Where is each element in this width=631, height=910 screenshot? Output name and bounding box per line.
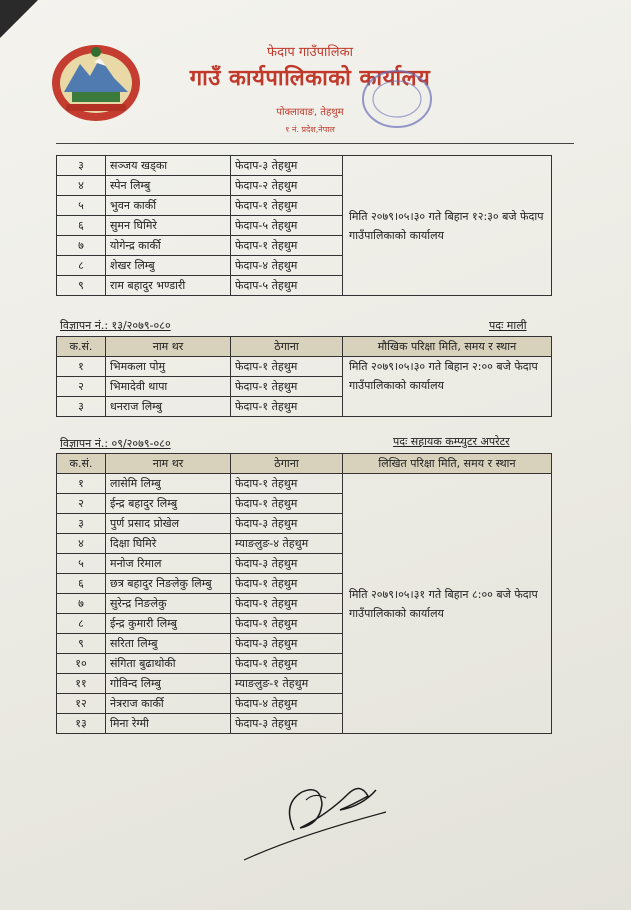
table-row: [57, 357, 552, 377]
column-header: ठेगाना: [231, 337, 343, 357]
candidate-address: फेदाप-१ तेहथुम: [231, 574, 343, 594]
candidate-name: भिमादेवी थापा: [106, 377, 231, 397]
table-header-row: [57, 337, 552, 357]
column-header: नाम थर: [106, 454, 231, 474]
column-header: क.सं.: [57, 337, 106, 357]
candidate-address: फेदाप-५ तेहथुम: [231, 216, 343, 236]
candidate-address: फेदाप-३ तेहथुम: [231, 156, 343, 176]
candidate-address: फेदाप-४ तेहथुम: [231, 256, 343, 276]
serial-number: १३: [57, 714, 106, 734]
serial-number: ४: [57, 176, 106, 196]
serial-number: ३: [57, 397, 106, 417]
candidate-name: सरिता लिम्बु: [106, 634, 231, 654]
candidate-address: फेदाप-४ तेहथुम: [231, 694, 343, 714]
candidate-table-continued: [56, 155, 552, 296]
computer-operator-candidate-table: [56, 453, 552, 734]
candidate-name: शेखर लिम्बु: [106, 256, 231, 276]
candidate-name: राम बहादुर भण्डारी: [106, 276, 231, 296]
table-row: [57, 474, 552, 494]
office-title: गाउँ कार्यपालिकाको कार्यालय: [189, 66, 431, 91]
candidate-name: नेत्रराज कार्की: [106, 694, 231, 714]
notice-number: विज्ञापन नं.: ०९/२०७९-०८०: [60, 437, 171, 450]
serial-number: १: [57, 357, 106, 377]
municipality-name: फेदाप गाउँपालिका: [267, 45, 353, 60]
table-row: [57, 156, 552, 176]
candidate-name: भिमकला पोमु: [106, 357, 231, 377]
nepal-emblem-logo: [50, 40, 142, 122]
candidate-address: फेदाप-१ तेहथुम: [231, 236, 343, 256]
notice-number: विज्ञापन नं.: १३/२०७९-०८०: [60, 319, 171, 332]
candidate-address: म्याङलुङ-१ तेहथुम: [231, 674, 343, 694]
office-address: पोक्लावाङ, तेहथुम: [276, 107, 344, 118]
candidate-address: फेदाप-१ तेहथुम: [231, 474, 343, 494]
column-header: लिखित परिक्षा मिति, समय र स्थान: [343, 454, 552, 474]
candidate-address: फेदाप-१ तेहथुम: [231, 196, 343, 216]
candidate-address: फेदाप-३ तेहथुम: [231, 714, 343, 734]
province-line: १ नं. प्रदेश,नेपाल: [285, 125, 335, 134]
candidate-name: ईन्द्र कुमारी लिम्बु: [106, 614, 231, 634]
candidate-address: फेदाप-१ तेहथुम: [231, 397, 343, 417]
serial-number: २: [57, 494, 106, 514]
post-title: पदः सहायक कम्प्युटर अपरेटर: [393, 435, 510, 448]
candidate-name: गोविन्द लिम्बु: [106, 674, 231, 694]
post-title: पदः माली: [489, 319, 527, 332]
candidate-address: फेदाप-१ तेहथुम: [231, 377, 343, 397]
candidate-name: सुरेन्द्र निङलेकु: [106, 594, 231, 614]
column-header: मौखिक परिक्षा मिति, समय र स्थान: [343, 337, 552, 357]
official-signature: [236, 770, 396, 870]
serial-number: १: [57, 474, 106, 494]
candidate-address: फेदाप-१ तेहथुम: [231, 594, 343, 614]
candidate-address: म्याङलुङ-४ तेहथुम: [231, 534, 343, 554]
candidate-address: फेदाप-१ तेहथुम: [231, 614, 343, 634]
candidate-address: फेदाप-२ तेहथुम: [231, 176, 343, 196]
serial-number: ८: [57, 614, 106, 634]
candidate-name: मिना रेग्मी: [106, 714, 231, 734]
exam-schedule: मिति २०७९।०५।३० गते बिहान १२:३० बजे फेदाप गाउँपालिकाको कार्यालय: [343, 156, 552, 296]
serial-number: ४: [57, 534, 106, 554]
serial-number: १०: [57, 654, 106, 674]
serial-number: ५: [57, 196, 106, 216]
candidate-address: फेदाप-५ तेहथुम: [231, 276, 343, 296]
office-stamp: [358, 66, 436, 132]
column-header: नाम थर: [106, 337, 231, 357]
gardener-candidate-table: [56, 336, 552, 417]
serial-number: १२: [57, 694, 106, 714]
candidate-name: सञ्जय खड्का: [106, 156, 231, 176]
serial-number: ९: [57, 634, 106, 654]
exam-schedule: मिति २०७९।०५।३० गते बिहान २:०० बजे फेदाप गाउँपालिकाको कार्यालय: [343, 357, 552, 417]
candidate-name: लासेमि लिम्बु: [106, 474, 231, 494]
serial-number: ९: [57, 276, 106, 296]
candidate-name: भुवन कार्की: [106, 196, 231, 216]
candidate-address: फेदाप-३ तेहथुम: [231, 554, 343, 574]
table-header-row: [57, 454, 552, 474]
serial-number: ३: [57, 156, 106, 176]
candidate-address: फेदाप-१ तेहथुम: [231, 654, 343, 674]
exam-schedule: मिति २०७९।०५।३१ गते बिहान ८:०० बजे फेदाप गाउँपालिकाको कार्यालय: [343, 474, 552, 734]
column-header: क.सं.: [57, 454, 106, 474]
candidate-name: संगिता बुढाथोकी: [106, 654, 231, 674]
candidate-name: ईन्द्र बहादुर लिम्बु: [106, 494, 231, 514]
candidate-name: सुमन घिमिरे: [106, 216, 231, 236]
candidate-name: योगेन्द्र कार्की: [106, 236, 231, 256]
serial-number: ८: [57, 256, 106, 276]
serial-number: ७: [57, 236, 106, 256]
candidate-name: छत्र बहादुर निङलेकु लिम्बु: [106, 574, 231, 594]
candidate-name: स्पेन लिम्बु: [106, 176, 231, 196]
header-divider: [56, 143, 574, 144]
candidate-address: फेदाप-१ तेहथुम: [231, 494, 343, 514]
candidate-name: दिक्षा घिमिरे: [106, 534, 231, 554]
candidate-address: फेदाप-१ तेहथुम: [231, 357, 343, 377]
candidate-address: फेदाप-३ तेहथुम: [231, 634, 343, 654]
candidate-address: फेदाप-३ तेहथुम: [231, 514, 343, 534]
serial-number: ५: [57, 554, 106, 574]
scan-corner-shadow: [0, 0, 38, 38]
serial-number: ३: [57, 514, 106, 534]
serial-number: ६: [57, 216, 106, 236]
candidate-name: मनोज रिमाल: [106, 554, 231, 574]
serial-number: ७: [57, 594, 106, 614]
serial-number: २: [57, 377, 106, 397]
candidate-name: धनराज लिम्बु: [106, 397, 231, 417]
serial-number: ११: [57, 674, 106, 694]
serial-number: ६: [57, 574, 106, 594]
candidate-name: पुर्ण प्रसाद प्रोखेल: [106, 514, 231, 534]
column-header: ठेगाना: [231, 454, 343, 474]
